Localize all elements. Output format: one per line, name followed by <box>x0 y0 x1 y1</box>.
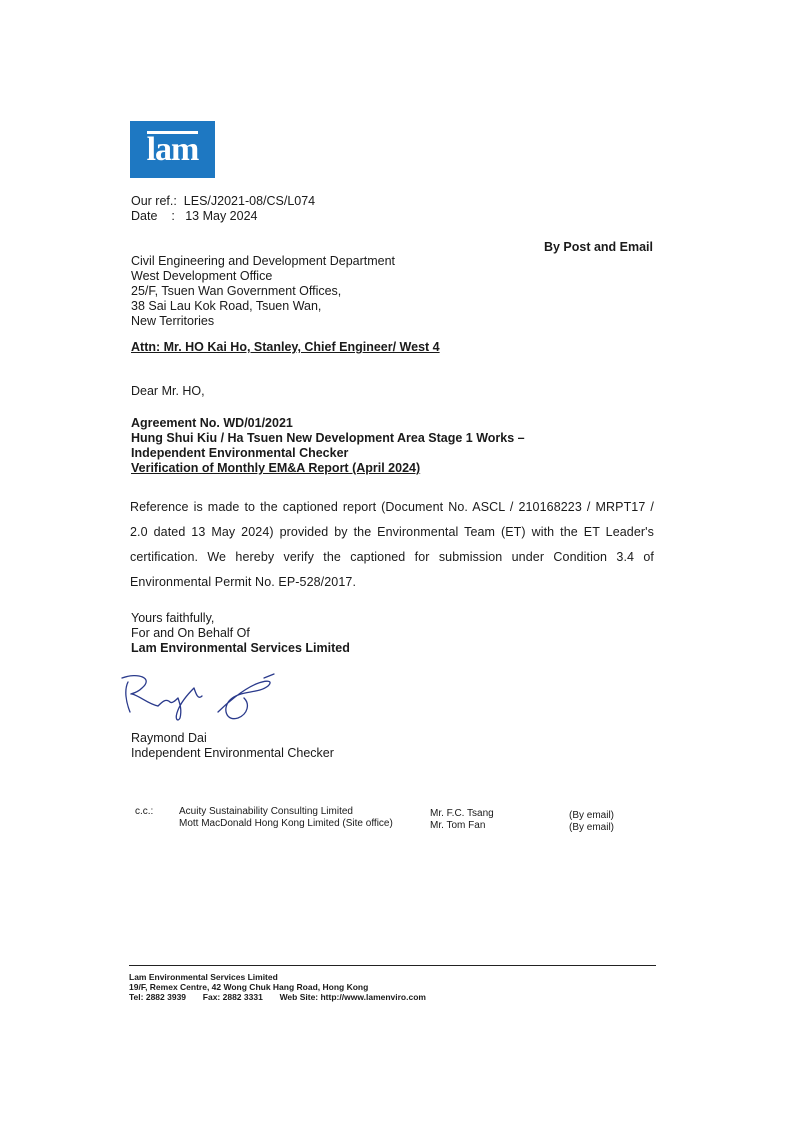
address-line: West Development Office <box>131 269 273 283</box>
ref-label: Our ref.: <box>131 194 177 208</box>
closing-line: Yours faithfully, <box>131 611 215 625</box>
cc-method: (By email) <box>569 810 615 821</box>
company-logo: lam <box>130 121 215 178</box>
subject-title: Verification of Monthly EM&A Report (April 2024) <box>131 461 421 475</box>
cc-org: Acuity Sustainability Consulting Limited <box>179 806 353 817</box>
subject-line: Independent Environmental Checker <box>131 446 349 460</box>
closing-block <box>131 611 350 656</box>
cc-persons <box>430 808 494 832</box>
address-line: New Territories <box>131 314 215 328</box>
salutation: Dear Mr. HO, <box>131 384 205 398</box>
cc-orgs <box>179 806 393 830</box>
delivery-method: By Post and Email <box>543 240 653 254</box>
subject-line: Agreement No. WD/01/2021 <box>131 416 293 430</box>
footer-company: Lam Environmental Services Limited <box>129 972 278 982</box>
footer <box>129 972 426 1002</box>
footer-address: 19/F, Remex Centre, 42 Wong Chuk Hang Road, Hong Kong <box>129 982 369 992</box>
signatory-name: Raymond Dai <box>131 731 207 745</box>
footer-divider <box>129 965 656 966</box>
attention-line: Attn: Mr. HO Kai Ho, Stanley, Chief Engineer/ West 4 <box>131 340 440 354</box>
signature <box>118 670 283 726</box>
footer-fax: Fax: 2882 3331 <box>202 992 263 1002</box>
cc-person: Mr. F.C. Tsang <box>430 808 494 819</box>
ref-value: LES/J2021-08/CS/L074 <box>183 194 316 208</box>
subject-block <box>131 416 525 476</box>
cc-methods <box>569 810 614 834</box>
address-line: Civil Engineering and Development Department <box>131 254 396 268</box>
subject-line: Hung Shui Kiu / Ha Tsuen New Development Area Stage 1 Works – <box>131 431 525 445</box>
date-label: Date <box>131 209 158 223</box>
cc-person: Mr. Tom Fan <box>430 820 486 831</box>
closing-line: For and On Behalf Of <box>131 626 250 640</box>
recipient-address <box>131 254 395 329</box>
closing-company: Lam Environmental Services Limited <box>131 641 350 655</box>
footer-website: Web Site: http://www.lamenviro.com <box>279 992 426 1002</box>
footer-tel: Tel: 2882 3939 <box>129 992 187 1002</box>
cc-method: (By email) <box>569 822 615 833</box>
body-paragraph: Reference is made to the captioned report (Document No. ASCL / 210168223 / MRPT17 / 2.0 dated 13 May 2024) provided by the Environmental Team (ET) with the ET Leader's certification. We hereby verify the captioned for submission under Condition 3.4 of Environmental Permit No. EP-528/2017. <box>130 500 654 589</box>
signatory-block <box>131 731 334 761</box>
cc-label: c.c.: <box>135 806 154 817</box>
reference-block <box>131 194 315 224</box>
signatory-title: Independent Environmental Checker <box>131 746 334 760</box>
date-sep: : <box>171 209 175 223</box>
address-line: 38 Sai Lau Kok Road, Tsuen Wan, <box>131 299 322 313</box>
cc-org: Mott MacDonald Hong Kong Limited (Site office) <box>179 818 393 829</box>
address-line: 25/F, Tsuen Wan Government Offices, <box>131 284 342 298</box>
date-value: 13 May 2024 <box>185 209 258 223</box>
